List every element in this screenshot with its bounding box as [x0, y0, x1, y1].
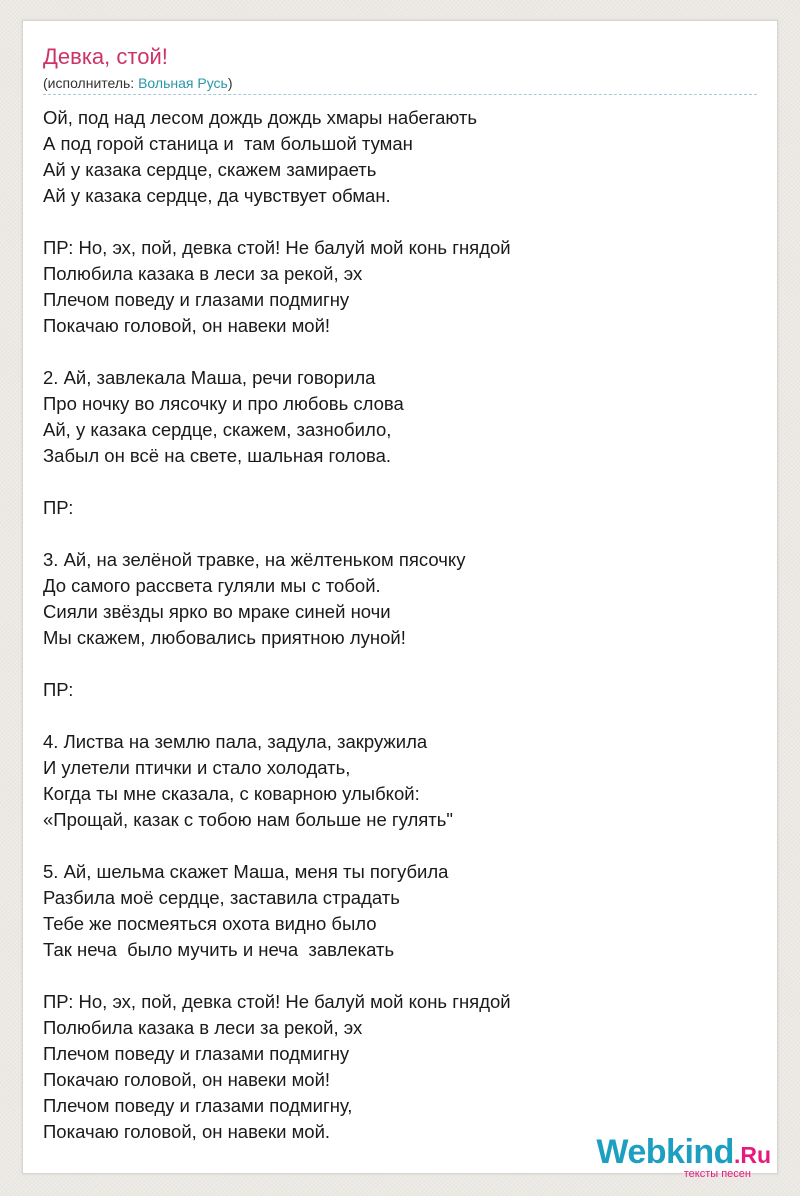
artist-link[interactable]: Вольная Русь	[138, 75, 228, 91]
artist-prefix: (исполнитель:	[43, 75, 139, 91]
song-title: Девка, стой!	[43, 44, 168, 69]
brand-tagline: тексты песен	[683, 1168, 751, 1180]
lyrics-text: Ой, под над лесом дождь дождь хмары набегають А под горой станица и там большой туман Ай у казака сердце, скажем замираеть Ай у казака сердце, да чувствует обман. ПР: Но, эх, пой, девка стой! Не балуй мой конь гнядой Полюбила казака в леси за рекой, эх Плечом поведу и глазами подмигну Покачаю головой, он навеки мой! 2. Ай, завлекала Маша, речи говорила Про ночку во лясочку и про любовь слова Ай, у казака сердце, скажем, зазнобило, Забыл он всё на свете, шальная голова. ПР: 3. Ай, на зелёной травке, на жёлтеньком пясочку До самого рассвета гуляли мы с тобой. Сияли звёзды ярко во мраке синей ночи Мы скажем, любовались приятною луной! ПР: 4. Листва на землю пала, задула, закружила И улетели птички и стало холодать, Когда ты мне сказала, с коварною улыбкой: «Прощай, казак с тобою нам больше не гулять" 5. Ай, шельма скажет Маша, меня ты погубила Разбила моё сердце, заставила страдать Тебе же посмеяться охота видно было Так неча было мучить и неча завлекать ПР: Но, эх, пой, девка стой! Не балуй мой конь гнядой Полюбила казака в леси за рекой, эх Плечом поведу и глазами подмигну Покачаю головой, он навеки мой! Плечом поведу и глазами подмигну, Покачаю головой, он навеки мой.	[43, 107, 511, 1142]
brand-tld: .Ru	[733, 1142, 771, 1168]
artist-line	[43, 74, 233, 92]
dashed-divider	[43, 94, 757, 95]
brand-name: Webkind	[596, 1133, 734, 1171]
lyrics-card	[22, 20, 778, 1180]
site-logo[interactable]	[596, 1133, 771, 1180]
artist-suffix: )	[227, 75, 233, 91]
